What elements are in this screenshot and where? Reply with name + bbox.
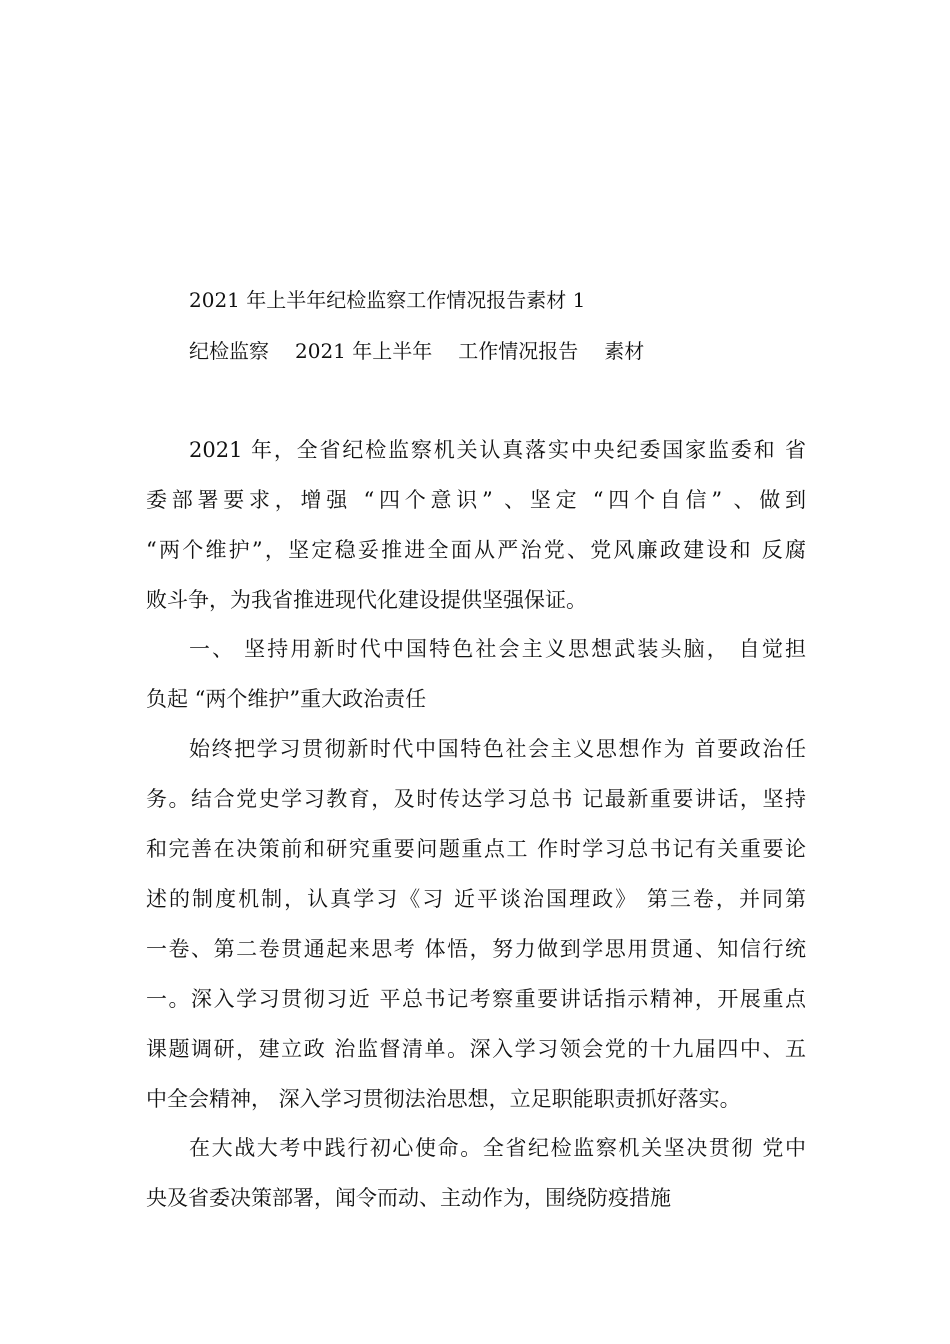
paragraph-line: 委部署要求，增强 “四个意识” 、坚定 “四个自信” 、做到 xyxy=(146,488,806,512)
section-heading-line: 一、 坚持用新时代中国特色社会主义思想武装头脑， 自觉担 xyxy=(189,637,806,661)
keywords-line xyxy=(189,337,644,365)
paragraph-line: 述的制度机制，认真学习《习 近平谈治国理政》 第三卷，并同第 xyxy=(146,887,806,911)
paragraph-line: 一卷、第二卷贯通起来思考 体悟，努力做到学思用贯通、知信行统 xyxy=(146,937,806,961)
keyword: 2021 年上半年 xyxy=(295,339,433,363)
keyword: 纪检监察 xyxy=(189,339,269,363)
paragraph-line: 在大战大考中践行初心使命。全省纪检监察机关坚决贯彻 党中 xyxy=(189,1136,806,1160)
paragraph-line: 败斗争，为我省推进现代化建设提供坚强保证。 xyxy=(146,588,587,612)
paragraph-line: 始终把学习贯彻新时代中国特色社会主义思想作为 首要政治任 xyxy=(189,737,806,761)
paragraph-line: 和完善在决策前和研究重要问题重点工 作时学习总书记有关重要论 xyxy=(146,837,806,861)
document-title: 2021 年上半年纪检监察工作情况报告素材 1 xyxy=(189,288,586,312)
keyword: 素材 xyxy=(604,339,645,363)
keyword: 工作情况报告 xyxy=(458,339,579,363)
paragraph-line: 央及省委决策部署，闻令而动、主动作为，围绕防疫措施 xyxy=(146,1186,671,1210)
paragraph-line: 2021 年，全省纪检监察机关认真落实中央纪委国家监委和 省 xyxy=(189,438,806,462)
paragraph-line: 一。深入学习贯彻习近 平总书记考察重要讲话指示精神，开展重点 xyxy=(146,987,806,1011)
paragraph-line: 务。结合党史学习教育，及时传达学习总书 记最新重要讲话，坚持 xyxy=(146,787,806,811)
section-heading-line: 负起 “两个维护”重大政治责任 xyxy=(146,687,427,711)
paragraph-line: 中全会精神， 深入学习贯彻法治思想，立足职能职责抓好落实。 xyxy=(146,1087,741,1111)
paragraph-line: “两个维护”，坚定稳妥推进全面从严治党、党风廉政建设和 反腐 xyxy=(146,538,806,562)
paragraph-line: 课题调研，建立政 治监督清单。深入学习领会党的十九届四中、五 xyxy=(146,1037,806,1061)
